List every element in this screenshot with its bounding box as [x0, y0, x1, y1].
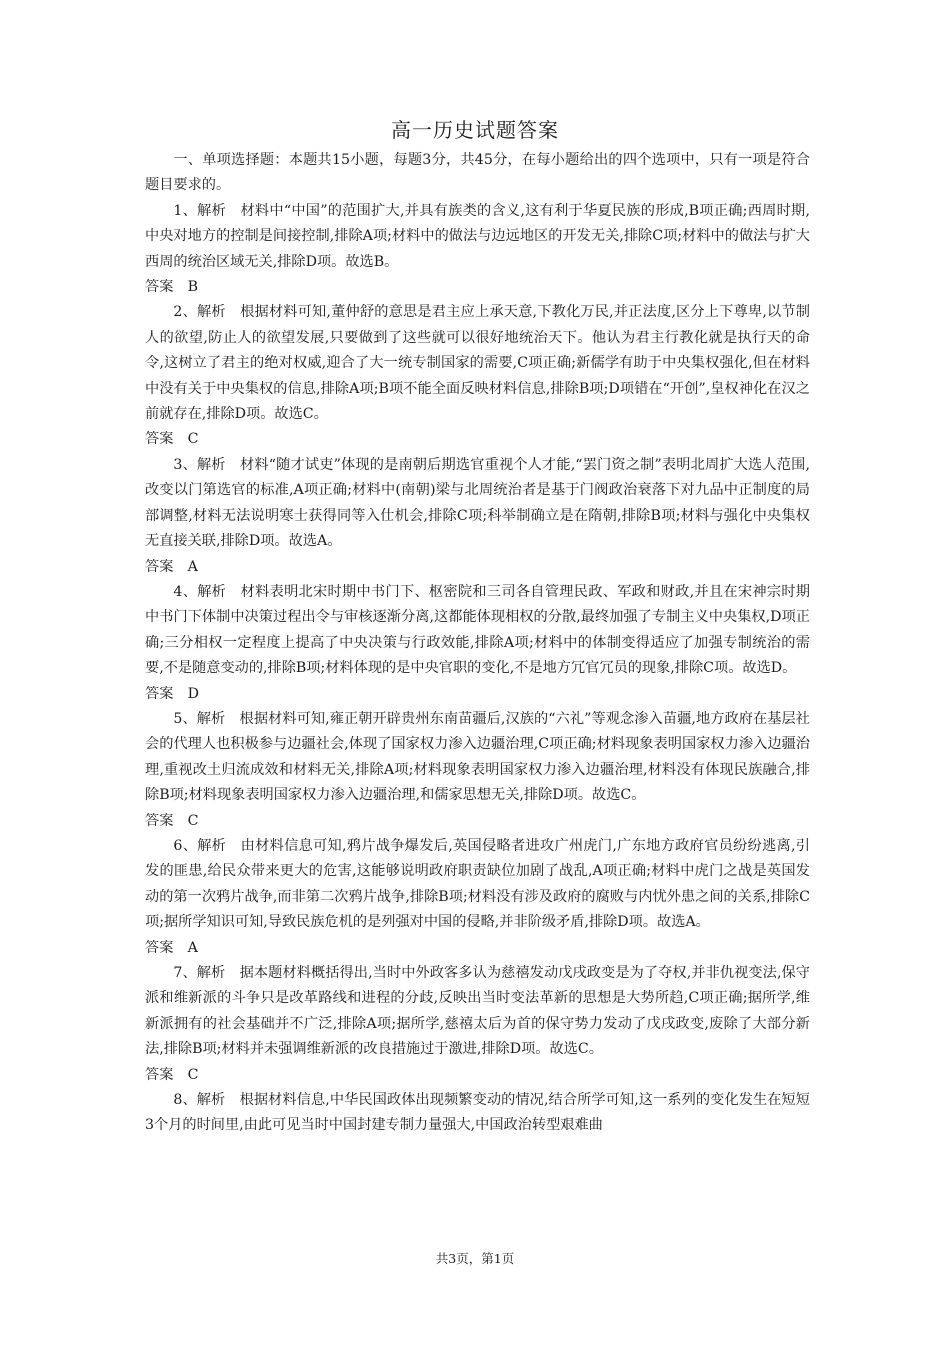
- question-6-answer: 答案 A: [145, 939, 198, 956]
- question-6-analysis: 6、解析 由材料信息可知,鸦片战争爆发后,英国侵略者进攻广州虎门,广东地方政府官员纷纷逃离,引发的匪患,给民众带来更大的危害,这能够说明政府职责缺位加剧了战乱,A项正确;材料中虎门之战是英国发动的第一次鸦片战争,而非第二次鸦片战争,排除B项;材料没有涉及政府的腐败与内忧外患之间的关系,排除C项;据所学知识可知,导致民族危机的是列强对中国的侵略,并非阶级矛盾,排除D项。故选A。: [145, 837, 810, 931]
- question-7-answer: 答案 C: [145, 1066, 199, 1083]
- question-4-analysis: 4、解析 材料表明北宋时期中书门下、枢密院和三司各自管理民政、军政和财政,并且在宋神宗时期中书门下体制中决策过程出令与审核逐渐分离,这都能体现相权的分散,最终加强了专制主义中央集权,D项正确;三分相权一定程度上提高了中央决策与行政效能,排除A项;材料中的体制变得适应了加强专制统治的需要,不是随意变动的,排除B项;材料体现的是中央官职的变化,不是地方冗官冗员的现象,排除C项。故选D。: [145, 583, 810, 677]
- question-3-answer: 答案 A: [145, 558, 198, 575]
- section-intro: 一、单项选择题：本题共15小题，每题3分，共45分，在每小题给出的四个选项中，只有一项是符合题目要求的。: [145, 152, 810, 194]
- question-5-answer: 答案 C: [145, 812, 199, 829]
- question-2-analysis: 2、解析 根据材料可知,董仲舒的意思是君主应上承天意,下教化万民,并正法度,区分上下尊卑,以节制人的欲望,防止人的欲望发展,只要做到了这些就可以很好地统治天下。他认为君主行教化就是执行天的命令,这树立了君主的绝对权威,迎合了大一统专制国家的需要,C项正确;新儒学有助于中央集权强化,但在材料中没有关于中央集权的信息,排除A项;B项不能全面反映材料信息,排除B项;D项错在“开创”,皇权神化在汉之前就存在,排除D项。故选C。: [145, 304, 810, 423]
- question-7-analysis: 7、解析 据本题材料概括得出,当时中外政客多认为慈禧发动戊戌政变是为了夺权,并非仇视变法,保守派和维新派的斗争只是改革路线和进程的分歧,反映出当时变法革新的思想是大势所趋,C项正确;据所学,维新派拥有的社会基础并不广泛,排除A项;据所学,慈禧太后为首的保守势力发动了戊戌政变,废除了大部分新法,排除B项;材料并未强调维新派的改良措施过于激进,排除D项。故选C。: [145, 965, 810, 1058]
- question-1-answer: 答案 B: [145, 279, 198, 296]
- page-footer: 共3页，第1页: [435, 1251, 515, 1266]
- answer-body: [145, 148, 810, 1139]
- question-8-analysis: 8、解析 根据材料信息,中华民国政体出现频繁变动的情况,结合所学可知,这一系列的变化发生在短短3个月的时间里,由此可见当时中国封建专制力量强大,中国政治转型艰难曲: [145, 1092, 810, 1134]
- question-1-analysis: 1、解析 材料中“中国”的范围扩大,并具有族类的含义,这有利于华夏民族的形成,B项正确;西周时期,中央对地方的控制是间接控制,排除A项;材料中的做法与边远地区的开发无关,排除C项;材料中的做法与扩大西周的统治区域无关,排除D项。故选B。: [145, 202, 810, 270]
- page-title: 高一历史试题答案: [391, 118, 559, 142]
- question-5-analysis: 5、解析 根据材料可知,雍正朝开辟贵州东南苗疆后,汉族的“六礼”等观念渗入苗疆,地方政府在基层社会的代理人也积极参与边疆社会,体现了国家权力渗入边疆治理,C项正确;材料现象表明国家权力渗入边疆治理,重视改土归流成效和材料无关,排除A项;材料现象表明国家权力渗入边疆治理,材料没有体现民族融合,排除B项;材料现象表明国家权力渗入边疆治理,和儒家思想无关,排除D项。故选C。: [145, 710, 810, 804]
- question-3-analysis: 3、解析 材料“随才试吏”体现的是南朝后期选官重视个人才能,“罢门资之制”表明北周扩大选人范围,改变以门第选官的标准,A项正确;材料中(南朝)梁与北周统治者是基于门阀政治衰落下对九品中正制度的局部调整,材料无法说明寒士获得同等入仕机会,排除C项;科举制确立是在隋朝,排除B项;材料与强化中央集权无直接关联,排除D项。故选A。: [145, 456, 810, 550]
- question-2-answer: 答案 C: [145, 431, 199, 448]
- question-4-answer: 答案 D: [145, 685, 199, 702]
